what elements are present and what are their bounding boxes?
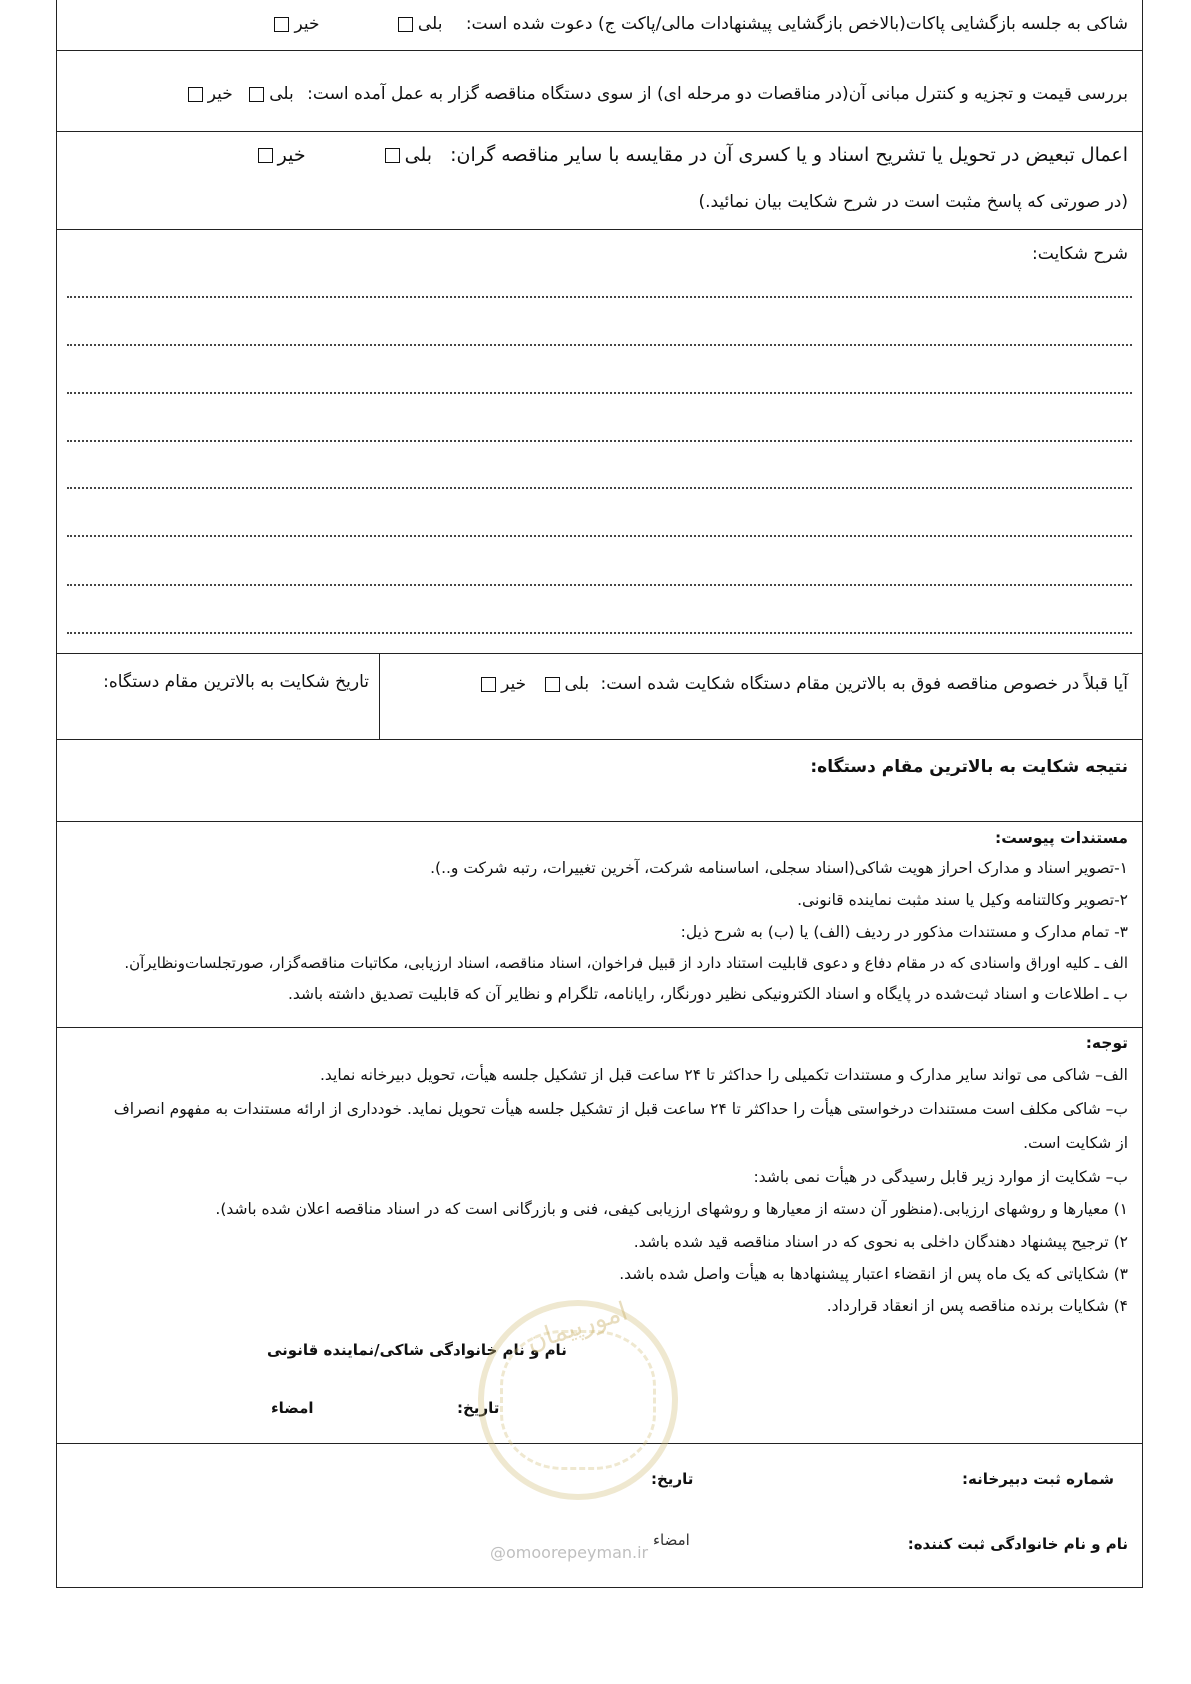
description-line-8[interactable]	[67, 632, 1132, 634]
row3-note: (در صورتی که پاسخ مثبت است در شرح شکایت بیان نمائید.)	[698, 192, 1128, 212]
attachment-item: ب ـ اطلاعات و اسناد ثبت‌شده در پایگاه و اسناد الکترونیکی نظیر دورنگار، رایانامه، تلگرام و نظایر آن که قابلیت تصدیق داشته باشد.	[287, 985, 1128, 1003]
notice-item: ۴) شکایات برنده مناقصه پس از انعقاد قرارداد.	[826, 1297, 1128, 1315]
row2-yes-label: بلی	[269, 84, 294, 104]
signer-name-label: نام و نام خانوادگی شاکی/نماینده قانونی	[267, 1341, 567, 1359]
registrar-signature-label: امضاء	[653, 1531, 690, 1549]
previous-no-checkbox[interactable]	[481, 677, 496, 692]
registry-number-label: شماره ثبت دبیرخانه:	[962, 1470, 1114, 1488]
notice-section	[57, 1028, 1142, 1333]
row1-question: شاکی به جلسه بازگشایی پاکات(بالاخص بازگشایی پیشنهادات مالی/پاکت ج) دعوت شده است:	[465, 14, 1128, 34]
attachment-item: ۱-تصویر اسناد و مدارک احراز هویت شاکی(اسناد سجلی، اساسنامه شرکت، آخرین تغییرات، رتبه شرکت و..).	[430, 859, 1128, 877]
registrar-name-label: نام و نام خانوادگی ثبت کننده:	[907, 1535, 1128, 1553]
description-line-1[interactable]	[67, 296, 1132, 298]
description-line-4[interactable]	[67, 440, 1132, 442]
row-price-analysis	[57, 51, 1142, 132]
attachment-item: ۳- تمام مدارک و مستندات مذکور در ردیف (الف) یا (ب) به شرح ذیل:	[680, 923, 1128, 941]
watermark-stamp-inner	[500, 1330, 656, 1470]
signer-date-label: تاریخ:	[457, 1399, 500, 1417]
previous-date-label: تاریخ شکایت به بالاترین مقام دستگاه:	[103, 672, 369, 692]
notice-item: ۱) معیارها و روشهای ارزیابی.(منظور آن دسته از معیارها و روشهای ارزیابی کیفی، فنی و بازرگانی است که در اسناد مناقصه اعلان شده باشد).	[215, 1200, 1128, 1218]
previous-question: آیا قبلاً در خصوص مناقصه فوق به بالاترین مقام دستگاه شکایت شده است:	[600, 674, 1128, 694]
description-line-5[interactable]	[67, 487, 1132, 489]
notice-item: ب– شاکی مکلف است مستندات درخواستی هیأت را حداکثر تا ۲۴ ساعت قبل از تشکیل جلسه هیأت تحویل نماید. خودداری از ارائه مستندات به مفهوم انصراف	[113, 1100, 1128, 1118]
row3-question: اعمال تبعیض در تحویل یا تشریح اسناد و یا کسری آن در مقایسه با سایر مناقصه گران:	[450, 144, 1128, 166]
watermark-stamp-text: امورپیمان	[522, 1296, 632, 1358]
description-line-3[interactable]	[67, 392, 1132, 394]
row1-no-checkbox[interactable]	[274, 17, 289, 32]
registry-date-label: تاریخ:	[651, 1470, 694, 1488]
watermark-handle: @omoorepeyman.ir	[490, 1543, 649, 1562]
row-discrimination	[57, 132, 1142, 230]
notice-item: ب– شکایت از موارد زیر قابل رسیدگی در هیأت نمی باشد:	[753, 1168, 1128, 1186]
signer-signature-label: امضاء	[271, 1399, 314, 1417]
description-line-6[interactable]	[67, 535, 1132, 537]
attachment-item: ۲-تصویر وکالتنامه وکیل یا سند مثبت نماینده قانونی.	[797, 891, 1128, 909]
row2-yes-checkbox[interactable]	[249, 87, 264, 102]
description-label: شرح شکایت:	[1032, 244, 1128, 264]
row2-no-label: خیر	[207, 84, 233, 104]
row3-no-label: خیر	[277, 144, 306, 166]
row2-question: بررسی قیمت و تجزیه و کنترل مبانی آن(در مناقصات دو مرحله ای) از سوی دستگاه مناقصه گزار به عمل آمده است:	[307, 84, 1128, 104]
complaint-description-section	[57, 230, 1142, 654]
row1-yes-label: بلی	[417, 14, 443, 34]
result-row	[57, 740, 1142, 822]
previous-yes-label: بلی	[564, 674, 590, 694]
notice-item: از شکایت است.	[1023, 1134, 1128, 1152]
description-line-2[interactable]	[67, 344, 1132, 346]
description-line-7[interactable]	[67, 584, 1132, 586]
row-bid-opening-invite	[57, 0, 1142, 51]
row3-no-checkbox[interactable]	[258, 148, 273, 163]
attachments-section	[57, 822, 1142, 1028]
notice-item: الف– شاکی می تواند سایر مدارک و مستندات تکمیلی را حداکثر تا ۲۴ ساعت قبل از تشکیل جلسه هیأت، تحویل دبیرخانه نماید.	[319, 1066, 1128, 1084]
notice-item: ۲) ترجیح پیشنهاد دهندگان داخلی به نحوی که در اسناد مناقصه قید شده باشد.	[633, 1233, 1128, 1251]
row3-yes-checkbox[interactable]	[385, 148, 400, 163]
attachments-title: مستندات پیوست:	[995, 829, 1128, 847]
row3-yes-label: بلی	[404, 144, 433, 166]
result-label: نتیجه شکایت به بالاترین مقام دستگاه:	[810, 757, 1128, 777]
previous-divider	[379, 654, 380, 739]
notice-title: توجه:	[1085, 1034, 1128, 1052]
notice-item: ۳) شکایاتی که یک ماه پس از انقضاء اعتبار پیشنهادها به هیأت واصل شده باشد.	[619, 1265, 1128, 1283]
previous-no-label: خیر	[501, 674, 527, 694]
previous-yes-checkbox[interactable]	[545, 677, 560, 692]
attachment-item: الف ـ کلیه اوراق واسنادی که در مقام دفاع و دعوی قابلیت استناد دارد از قبیل فراخوان، اسناد مناقصه، اسناد ارزیابی، مکاتبات مناقصه‌گزار، صورتجلسات‌ونظایرآن.	[124, 954, 1128, 972]
row2-no-checkbox[interactable]	[188, 87, 203, 102]
row1-no-label: خیر	[294, 14, 320, 34]
previous-complaint-row	[57, 654, 1142, 740]
row1-yes-checkbox[interactable]	[398, 17, 413, 32]
